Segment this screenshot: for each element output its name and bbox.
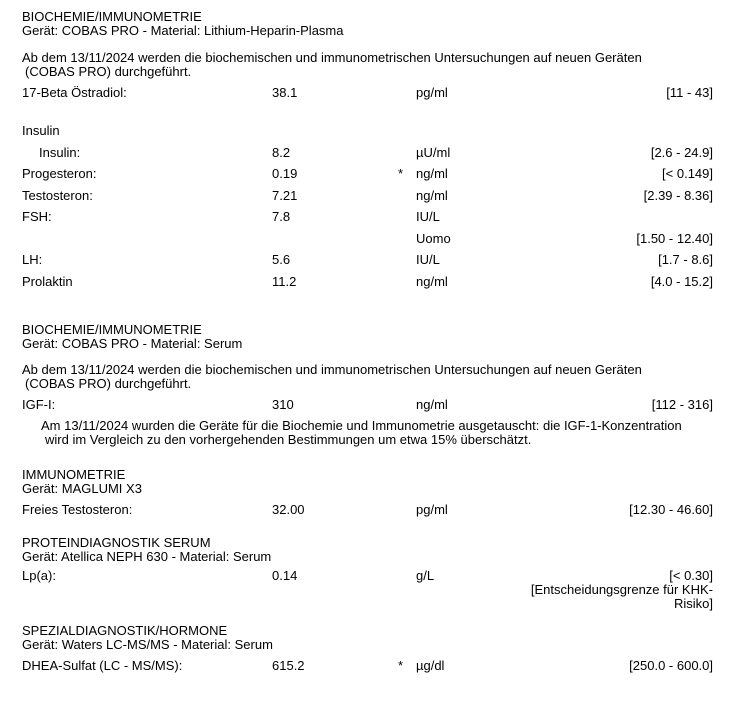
row-value: 5.6 bbox=[272, 252, 291, 267]
result-row bbox=[22, 210, 713, 224]
row-unit: ng/ml bbox=[416, 274, 448, 289]
row-flag bbox=[390, 275, 416, 289]
row-flag bbox=[390, 189, 416, 203]
row-label bbox=[22, 232, 272, 246]
result-row bbox=[22, 167, 713, 181]
result-note-line: Am 13/11/2024 wurden die Geräte für die Biochemie und Immunometrie ausgetauscht: die IGF-1-Konzentration bbox=[41, 418, 682, 433]
row-unit: IU/L bbox=[416, 252, 440, 267]
row-value: 615.2 bbox=[272, 658, 305, 673]
result-row bbox=[22, 189, 713, 203]
row-unit: ng/ml bbox=[416, 166, 448, 181]
result-row bbox=[22, 275, 713, 289]
row-value: 32.00 bbox=[272, 502, 305, 517]
row-unit: pg/ml bbox=[416, 502, 448, 517]
row-label: 17-Beta Östradiol: bbox=[22, 86, 127, 100]
row-range: [12.30 - 46.60] bbox=[629, 502, 713, 517]
row-flag bbox=[390, 503, 416, 517]
row-range: [4.0 - 15.2] bbox=[650, 274, 713, 289]
row-flag bbox=[390, 398, 416, 412]
row-flag bbox=[390, 569, 416, 583]
row-flag bbox=[390, 146, 416, 160]
row-unit: µU/ml bbox=[416, 145, 451, 160]
row-label: FSH: bbox=[22, 210, 52, 224]
row-unit: pg/ml bbox=[416, 85, 448, 100]
row-range: [< 0.30] bbox=[669, 568, 713, 583]
row-flag bbox=[390, 86, 416, 100]
device-line: Gerät: COBAS PRO - Material: Serum bbox=[22, 336, 243, 351]
row-unit: µg/dl bbox=[416, 658, 445, 673]
row-unit: IU/L bbox=[416, 209, 440, 224]
result-row bbox=[22, 253, 713, 267]
row-value: 7.21 bbox=[272, 188, 298, 203]
result-row bbox=[22, 146, 713, 160]
group-header: Insulin bbox=[22, 123, 60, 138]
row-value: 0.19 bbox=[272, 166, 298, 181]
row-unit: ng/ml bbox=[416, 188, 448, 203]
abnormal-flag: * bbox=[398, 166, 404, 181]
range-note-line: [Entscheidungsgrenze für KHK- bbox=[530, 582, 713, 597]
result-row bbox=[22, 86, 713, 100]
row-value: 0.14 bbox=[272, 568, 298, 583]
row-label: LH: bbox=[22, 253, 43, 267]
section-title: BIOCHEMIE/IMMUNOMETRIE bbox=[22, 322, 202, 337]
row-value: 8.2 bbox=[272, 145, 291, 160]
row-label: Lp(a): bbox=[22, 569, 56, 583]
range-note-line: Risiko] bbox=[673, 596, 713, 611]
section-title: SPEZIALDIAGNOSTIK/HORMONE bbox=[22, 623, 228, 638]
device-line: Gerät: Atellica NEPH 630 - Material: Serum bbox=[22, 549, 272, 564]
section-note-line: Ab dem 13/11/2024 werden die biochemischen und immunometrischen Untersuchungen auf neuen Geräten bbox=[22, 362, 642, 377]
section-note-line: Ab dem 13/11/2024 werden die biochemischen und immunometrischen Untersuchungen auf neuen Geräten bbox=[22, 50, 642, 65]
abnormal-flag: * bbox=[398, 658, 404, 673]
section-note-line: (COBAS PRO) durchgeführt. bbox=[25, 64, 192, 79]
section-title: BIOCHEMIE/IMMUNOMETRIE bbox=[22, 9, 202, 24]
row-range: [250.0 - 600.0] bbox=[629, 658, 713, 673]
row-label: Testosteron: bbox=[22, 189, 93, 203]
row-flag bbox=[390, 253, 416, 267]
row-range: [2.6 - 24.9] bbox=[650, 145, 713, 160]
row-value: 38.1 bbox=[272, 85, 298, 100]
row-range: [1.50 - 12.40] bbox=[636, 231, 713, 246]
result-note-line: wird im Vergleich zu den vorhergehenden Bestimmungen um etwa 15% überschätzt. bbox=[45, 432, 532, 447]
row-flag bbox=[390, 232, 416, 246]
row-range: [11 - 43] bbox=[666, 85, 713, 100]
result-row bbox=[22, 503, 713, 517]
row-value bbox=[272, 232, 390, 246]
result-row bbox=[22, 398, 713, 412]
row-value: 11.2 bbox=[272, 274, 297, 289]
row-unit: g/L bbox=[416, 568, 435, 583]
section-note-line: (COBAS PRO) durchgeführt. bbox=[25, 376, 192, 391]
row-label: Prolaktin bbox=[22, 275, 73, 289]
section-title: IMMUNOMETRIE bbox=[22, 467, 126, 482]
row-range bbox=[526, 210, 713, 224]
result-row-continuation bbox=[22, 232, 713, 246]
row-flag bbox=[390, 210, 416, 224]
device-line: Gerät: COBAS PRO - Material: Lithium-Heparin-Plasma bbox=[22, 23, 344, 38]
row-label: Insulin: bbox=[39, 146, 81, 160]
row-range: [1.7 - 8.6] bbox=[658, 252, 713, 267]
row-value: 7.8 bbox=[272, 209, 291, 224]
device-line: Gerät: Waters LC-MS/MS - Material: Serum bbox=[22, 637, 273, 652]
row-label: DHEA-Sulfat (LC - MS/MS): bbox=[22, 659, 183, 673]
row-label: Freies Testosteron: bbox=[22, 503, 133, 517]
result-row bbox=[22, 569, 713, 583]
row-label: IGF-I: bbox=[22, 398, 56, 412]
row-unit: Uomo bbox=[416, 231, 451, 246]
row-range: [< 0.149] bbox=[662, 166, 713, 181]
row-range: [2.39 - 8.36] bbox=[643, 188, 713, 203]
row-label: Progesteron: bbox=[22, 167, 97, 181]
row-range: [112 - 316] bbox=[651, 397, 713, 412]
result-row bbox=[22, 659, 713, 673]
row-unit: ng/ml bbox=[416, 397, 448, 412]
section-title: PROTEINDIAGNOSTIK SERUM bbox=[22, 535, 211, 550]
device-line: Gerät: MAGLUMI X3 bbox=[22, 481, 142, 496]
row-value: 310 bbox=[272, 397, 294, 412]
